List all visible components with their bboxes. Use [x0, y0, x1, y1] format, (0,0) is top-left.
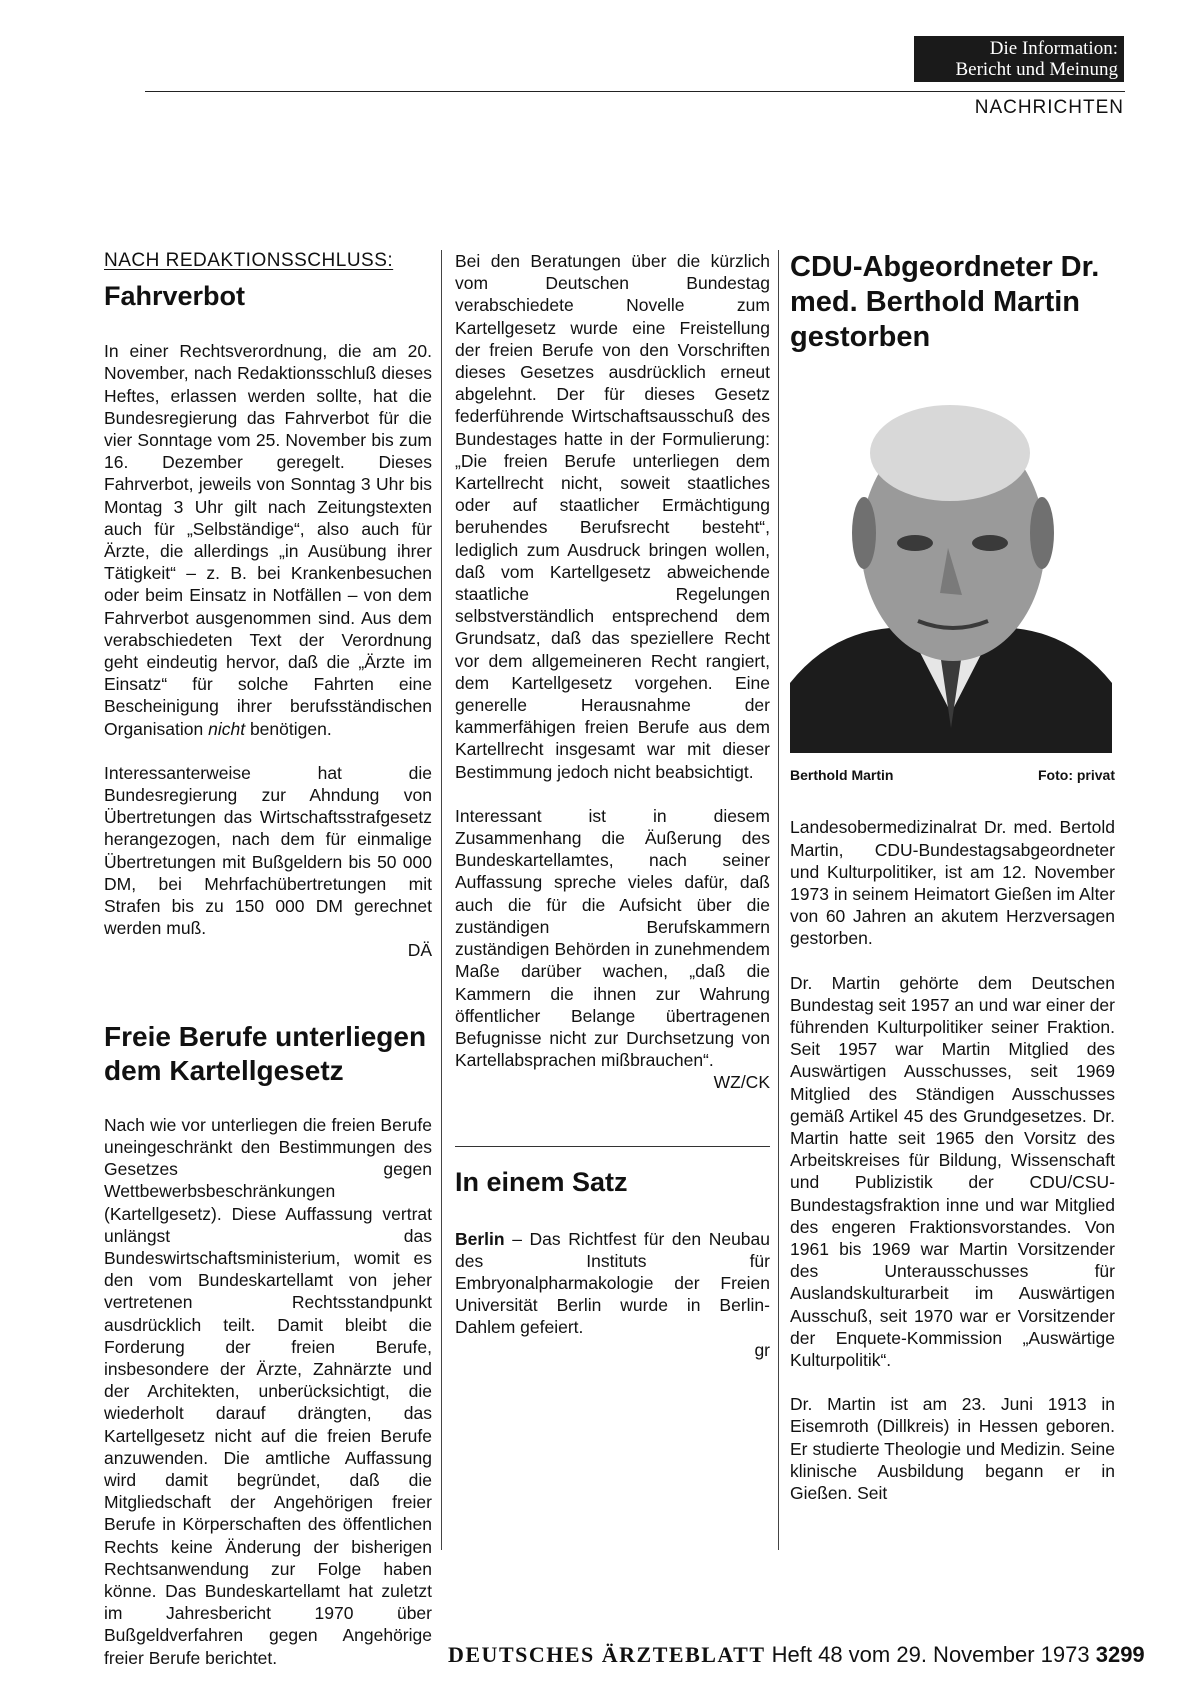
badge-line-2: Bericht und Meinung — [955, 59, 1118, 80]
column-3 — [790, 250, 1115, 1526]
rubric-badge — [914, 36, 1124, 82]
header-rule — [145, 91, 1125, 92]
masthead: DEUTSCHES ÄRZTEBLATT — [448, 1642, 766, 1667]
emphasis: nicht — [208, 718, 246, 739]
signature-line — [104, 939, 432, 961]
portrait-photo — [790, 383, 1112, 753]
article-paragraph: Berlin – Das Richtfest für den Neubau des Instituts für Embryonalpharmakologie der Freien Universität Berlin wurde in Berlin-Dahlem gefeiert. — [455, 1228, 770, 1338]
article-title-kartellgesetz: Freie Berufe unterliegen dem Kartellgesetz — [104, 1020, 427, 1086]
photo-caption — [790, 764, 1115, 786]
section-label: NACHRICHTEN — [974, 97, 1124, 118]
issue-info: Heft 48 vom 29. November 1973 — [771, 1642, 1090, 1667]
article-paragraph: Bei den Beratungen über die kürzlich vom Deutschen Bundestag verabschiedete Novelle zum Kartellgesetz wurde eine Freistellung der freien Berufe von den Vorschriften dieses Gesetzes ausdrücklich erneut abgelehnt. Der für dieses Gesetz federführende Wirtschaftsausschuß des Bundestages hatte in der Formulierung: „Die freien Berufe unterliegen dem Kartellrecht nicht, soweit staatliches oder auf staatlicher Ermächtigung beruhendes Berufsrecht besteht“, lediglich zum Ausdruck bringen wollen, daß vom Kartellgesetz abweichende staatliche Regelungen selbstverständlich entsprechend dem Grundsatz, daß das speziellere Recht vor dem allgemeineren Recht rangiert, dem Kartellgesetz vorgehen. Eine generelle Herausnahme der kammerfähigen freien Berufe aus dem Kartellrecht insgesamt war mit dieser Bestimmung jedoch nicht beabsichtigt. — [455, 251, 770, 782]
article-paragraph: Landesobermedizinalrat Dr. med. Bertold Martin, CDU-Bundestagsabgeordneter und Kulturpolitiker, ist am 12. November 1973 in seinem Heimatort Gießen im Alter von 60 Jahren an akutem Herzversagen gestorben. — [790, 817, 1115, 949]
article-title-obituary: CDU-Abgeordneter Dr. med. Berthold Martin gestorben — [790, 251, 1100, 353]
signature-line — [455, 1339, 770, 1361]
article-paragraph: Dr. Martin gehörte dem Deutschen Bundestag seit 1957 an und war einer der führenden Kulturpolitiker seiner Fraktion. Seit 1957 war Martin Mitglied des Auswärtigen Ausschusses, seit 1969 Mitglied des Ständigen Ausschusses gemäß Artikel 45 des Grundgesetzes. Dr. Martin hatte seit 1965 den Vorsitz des Arbeitskreises für Bildung, Wissenschaft und Publizistik der CDU/CSU-Bundestagsfraktion inne und war Mitglied des engeren Fraktionsvorstandes. Von 1961 bis 1969 war Martin Vorsitzender des Unterausschusses für Auslandskulturarbeit im Auswärtigen Ausschuß, seit 1970 war er Vorsitzender der Enquete-Kommission „Auswärtige Kulturpolitik“. — [790, 972, 1115, 1371]
article-signature: gr — [754, 1339, 770, 1360]
section-rule — [455, 1146, 770, 1147]
column-divider-1 — [441, 250, 442, 1550]
article-kicker: NACH REDAKTIONSSCHLUSS: — [104, 250, 394, 271]
article-paragraph: Interessant ist in diesem Zusammenhang die Äußerung des Bundeskartellamtes, nach seiner Auffassung spreche vieles dafür, daß auch die für die Aufsicht über die zuständigen Berufskammern zuständigen Behörden in zunehmendem Maße darüber wachen, „daß die Kammern die ihnen zur Wahrung öffentlicher Belange übertragenen Befugnisse nicht zur Durchsetzung von Kartellabsprachen mißbrauchen“. — [455, 805, 770, 1071]
article-title-fahrverbot: Fahrverbot — [104, 281, 246, 312]
article-signature: DÄ — [407, 940, 432, 961]
article-signature: WZ/CK — [713, 1072, 770, 1093]
column-2 — [455, 250, 770, 1361]
badge-line-1: Die Information: — [989, 38, 1118, 59]
column-divider-2 — [778, 250, 779, 1550]
article-paragraph: Interessanterweise hat die Bundesregierung zur Ahndung von Übertretungen das Wirtschaftsstrafgesetz herangezogen, nach dem für einmalige Übertretungen mit Bußgeldern bis 50 000 DM, bei Mehrfachübertretungen mit Strafen bis zu 150 000 DM gerechnet werden muß. — [104, 762, 432, 939]
page-number: 3299 — [1095, 1642, 1145, 1667]
article-title-in-einem-satz: In einem Satz — [455, 1166, 628, 1197]
page-footer — [448, 1642, 1145, 1668]
column-1 — [104, 250, 432, 1691]
signature-line — [455, 1071, 770, 1093]
caption-name: Berthold Martin — [790, 767, 894, 784]
dateline-city: Berlin — [455, 1228, 505, 1249]
article-paragraph: Nach wie vor unterliegen die freien Berufe uneingeschränkt den Bestimmungen des Gesetzes gegen Wettbewerbsbeschränkungen (Kartellgesetz). Diese Auffassung vertrat unlängst das Bundeswirtschaftsministerium, womit es den vom Bundeskartellamt von jeher vertretenen Rechtsstandpunkt ausdrücklich teilt. Damit bleibt die Forderung der freien Berufe, insbesondere der Ärzte, Zahnärzte und der Architekten, unberücksichtigt, die wiederholt darauf drängten, das Kartellgesetz nicht auf die freien Berufe anzuwenden. Die amtliche Auffassung wird damit begründet, daß die Mitgliedschaft der Angehörigen freier Berufe in Körperschaften des öffentlichen Rechts keine Änderung der bisherigen Rechtsanwendung zur Folge haben könne. Das Bundeskartellamt hat zuletzt im Jahresbericht 1970 über Bußgeldverfahren gegen Angehörige freier Berufe berichtet. — [104, 1114, 432, 1668]
article-paragraph: Dr. Martin ist am 23. Juni 1913 in Eisemroth (Dillkreis) in Hessen geboren. Er studierte Theologie und Medizin. Seine klinische Ausbildung begann er in Gießen. Seit — [790, 1394, 1115, 1504]
caption-credit: Foto: privat — [1038, 767, 1115, 784]
article-paragraph: In einer Rechtsverordnung, die am 20. November, nach Redaktionsschluß dieses Heftes, erlassen werden sollte, hat die Bundesregierung das Fahrverbot für die vier Sonntage vom 25. November bis zum 16. Dezember geregelt. Dieses Fahrverbot, jeweils von Sonntag 3 Uhr bis Montag 3 Uhr gilt nach Zeitungstexten auch für „Selbständige“, also auch für Ärzte, die allerdings „in Ausübung ihrer Tätigkeit“ – z. B. bei Krankenbesuchen oder beim Einsatz in Notfällen – von dem Fahrverbot ausgenommen sind. Aus dem verabschiedeten Text der Verordnung geht eindeutig hervor, daß die „Ärzte im Einsatz“ für solche Fahrten eine Bescheinigung ihrer berufsständischen Organisation nicht benötigen. — [104, 341, 432, 739]
